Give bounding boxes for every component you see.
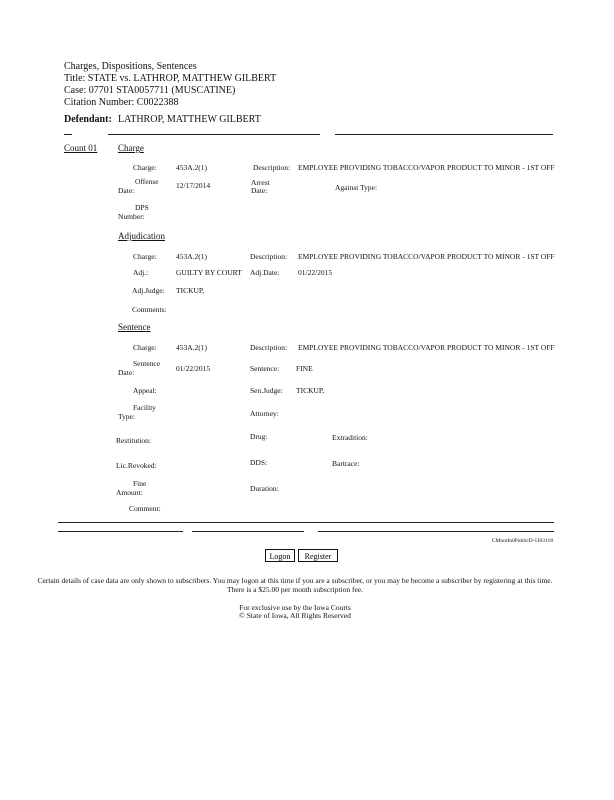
charge-heading: Charge bbox=[118, 143, 144, 153]
divider bbox=[202, 134, 320, 135]
label: Bartrace: bbox=[332, 459, 360, 468]
adjudication-date: 01/22/2015 bbox=[298, 268, 333, 277]
subscriber-notice: Certain details of case data are only shown to subscribers. You may logon at this time if you are a subscriber, or you may be become a subscriber by registering at this time. There is a $25.00 per month subscription fee. bbox=[37, 576, 553, 594]
defendant-name: LATHROP, MATTHEW GILBERT bbox=[118, 114, 261, 125]
label: Facility bbox=[133, 403, 156, 412]
page-title: Charges, Dispositions, Sentences bbox=[64, 61, 197, 72]
label: Charge: bbox=[133, 163, 157, 172]
divider bbox=[335, 134, 553, 135]
defendant-label: Defendant: bbox=[64, 114, 112, 125]
label: Fine bbox=[133, 479, 147, 488]
label: Description: bbox=[253, 163, 291, 172]
label: Drug: bbox=[250, 432, 268, 441]
label: Description: bbox=[250, 343, 288, 352]
label: Date: bbox=[118, 186, 135, 195]
label: Sentence: bbox=[250, 364, 280, 373]
divider bbox=[318, 531, 554, 532]
sentence-date: 01/22/2015 bbox=[176, 364, 211, 373]
label: DPS bbox=[135, 203, 149, 212]
label: Against Type: bbox=[335, 183, 378, 192]
divider bbox=[58, 531, 183, 532]
charge-code: 453A.2(1) bbox=[176, 252, 208, 261]
charge-description: EMPLOYEE PROVIDING TOBACCO/VAPOR PRODUCT TO MINOR - 1ST OFF bbox=[298, 163, 555, 172]
logon-button[interactable]: Logon bbox=[265, 549, 295, 562]
label: Charge: bbox=[133, 343, 157, 352]
divider bbox=[58, 522, 554, 523]
register-button[interactable]: Register bbox=[298, 549, 338, 562]
citation-number: Citation Number: C0022388 bbox=[64, 97, 179, 108]
charge-code: 453A.2(1) bbox=[176, 343, 208, 352]
count-label: Count 01 bbox=[64, 143, 98, 153]
sentence-value: FINE bbox=[296, 364, 313, 373]
label: Sentence bbox=[133, 359, 161, 368]
adjudication-heading: Adjudication bbox=[118, 231, 165, 241]
label: Amount: bbox=[116, 488, 143, 497]
label: Adj.Date: bbox=[250, 268, 280, 277]
charge-description: EMPLOYEE PROVIDING TOBACCO/VAPOR PRODUCT TO MINOR - 1ST OFF bbox=[298, 252, 555, 261]
page-code: CMnotIn0PublicD-1J03118 bbox=[491, 538, 553, 544]
charge-description: EMPLOYEE PROVIDING TOBACCO/VAPOR PRODUCT TO MINOR - 1ST OFF bbox=[298, 343, 555, 352]
offense-date: 12/17/2014 bbox=[176, 181, 211, 190]
label: Date: bbox=[118, 368, 135, 377]
label: Extradition: bbox=[332, 433, 368, 442]
label: Adj.: bbox=[133, 268, 149, 277]
sentence-heading: Sentence bbox=[118, 322, 151, 332]
sentence-judge: TICKUP, bbox=[296, 386, 325, 395]
label: Type: bbox=[118, 412, 135, 421]
charge-code: 453A.2(1) bbox=[176, 163, 208, 172]
label: Restitution: bbox=[116, 436, 152, 445]
exclusive-use-note: For exclusive use by the Iowa Courts bbox=[239, 603, 351, 612]
label: Sen.Judge: bbox=[250, 386, 283, 395]
label: Charge: bbox=[133, 252, 157, 261]
label: Duration: bbox=[250, 484, 279, 493]
label: Arrest bbox=[251, 178, 270, 187]
label: Adj.Judge: bbox=[132, 286, 165, 295]
copyright: © State of Iowa, All Rights Reserved bbox=[239, 611, 351, 620]
label: Lic.Revoked: bbox=[116, 461, 157, 470]
divider bbox=[64, 134, 72, 135]
label: Comment: bbox=[129, 504, 161, 513]
label: Attorney: bbox=[250, 409, 279, 418]
label: Description: bbox=[250, 252, 288, 261]
divider bbox=[108, 134, 208, 135]
label: Offense bbox=[135, 177, 159, 186]
adjudication: GUILTY BY COURT bbox=[176, 268, 242, 277]
label: Comments: bbox=[132, 305, 167, 314]
label: DDS: bbox=[250, 458, 268, 467]
case-title: Title: STATE vs. LATHROP, MATTHEW GILBERT bbox=[64, 73, 277, 84]
label: Number: bbox=[118, 212, 145, 221]
case-number: Case: 07701 STA0057711 (MUSCATINE) bbox=[64, 85, 236, 96]
adjudication-judge: TICKUP, bbox=[176, 286, 205, 295]
label: Appeal: bbox=[133, 386, 157, 395]
label: Date: bbox=[251, 186, 268, 195]
divider bbox=[192, 531, 304, 532]
